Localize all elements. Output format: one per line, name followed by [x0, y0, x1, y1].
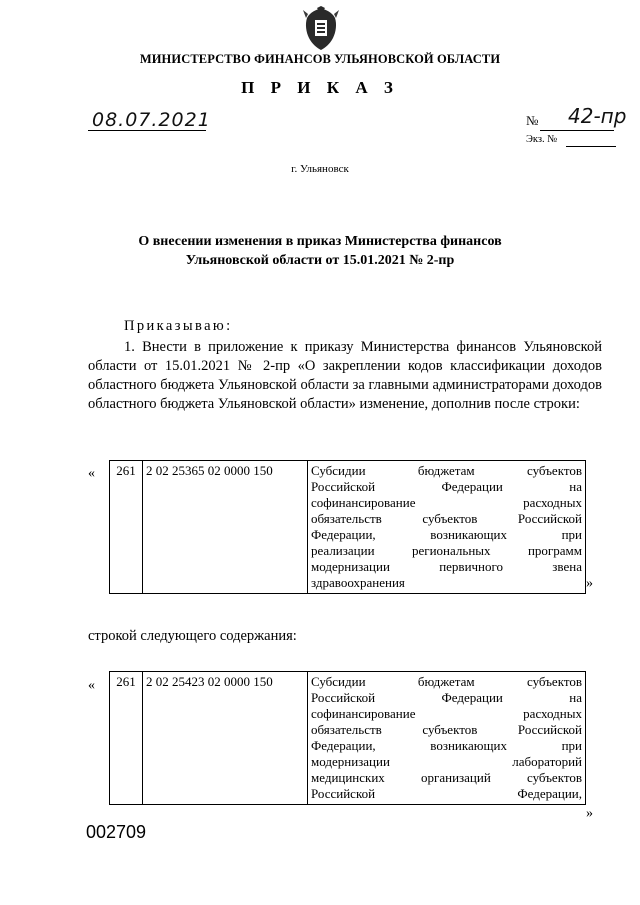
description-line: софинансирование расходных [311, 706, 582, 721]
document-type: П Р И К А З [241, 78, 399, 97]
copy-number-line [566, 146, 616, 147]
description-line: реализации региональных программ [311, 543, 582, 558]
title-line-1: О внесении изменения в приказ Министерства финансов [138, 234, 502, 249]
admin-code-cell: 261 [110, 672, 143, 805]
description-cell [308, 461, 586, 594]
income-code-cell: 2 02 25365 02 0000 150 [143, 461, 308, 594]
copy-number-label: Экз. № [526, 134, 558, 145]
description-line: Субсидии бюджетам субъектов [311, 674, 582, 689]
close-quote-1: » [586, 576, 593, 591]
date-underline [88, 130, 206, 131]
description-line: Российской Федерации на [311, 479, 582, 494]
close-quote-2: » [586, 806, 593, 821]
coat-of-arms-icon [302, 6, 340, 52]
order-date-handwritten: 08.07.2021 [92, 109, 211, 131]
document-title [100, 232, 540, 270]
ministry-name: МИНИСТЕРСТВО ФИНАНСОВ УЛЬЯНОВСКОЙ ОБЛАСТИ [139, 52, 501, 66]
table-row [110, 672, 586, 805]
open-quote-2: « [88, 678, 95, 693]
income-table-2 [109, 671, 586, 805]
paragraph-1: 1. Внести в приложение к приказу Министерства финансов Ульяновской области от 15.01.2021 № 2-пр «О закреплении кодов классификации доходов областного бюджета Ульяновской области за главными администраторами доходов областного бюджета Ульяновской области» изменение, дополнив после строки: [88, 339, 602, 412]
description-line: софинансирование расходных [311, 495, 582, 510]
income-table-1 [109, 460, 586, 594]
description-line: обязательств субъектов Российской [311, 511, 582, 526]
description-line: Субсидии бюджетам субъектов [311, 463, 582, 478]
number-label: № [526, 113, 539, 128]
description-line: модернизации лабораторий [311, 754, 582, 769]
title-line-2: Ульяновской области от 15.01.2021 № 2-пр [185, 253, 455, 268]
number-underline [540, 130, 614, 131]
description-line: обязательств субъектов Российской [311, 722, 582, 737]
description-cell [308, 672, 586, 805]
open-quote-1: « [88, 466, 95, 481]
description-line: медицинских организаций субъектов [311, 770, 582, 785]
description-line: Федерации, возникающих при [311, 738, 582, 753]
description-line: Российской Федерации, [311, 786, 582, 801]
admin-code-cell: 261 [110, 461, 143, 594]
order-number-handwritten: 42-пр [568, 104, 627, 128]
income-code-cell: 2 02 25423 02 0000 150 [143, 672, 308, 805]
description-line: Федерации, возникающих при [311, 527, 582, 542]
city: г. Ульяновск [291, 163, 349, 175]
description-line: Российской Федерации на [311, 690, 582, 705]
table-row [110, 461, 586, 594]
document-serial: 002709 [86, 822, 147, 842]
order-word: Приказываю: [124, 318, 233, 334]
following-text: строкой следующего содержания: [88, 628, 297, 644]
description-line: здравоохранения [311, 575, 405, 590]
description-line: модернизации первичного звена [311, 559, 582, 574]
